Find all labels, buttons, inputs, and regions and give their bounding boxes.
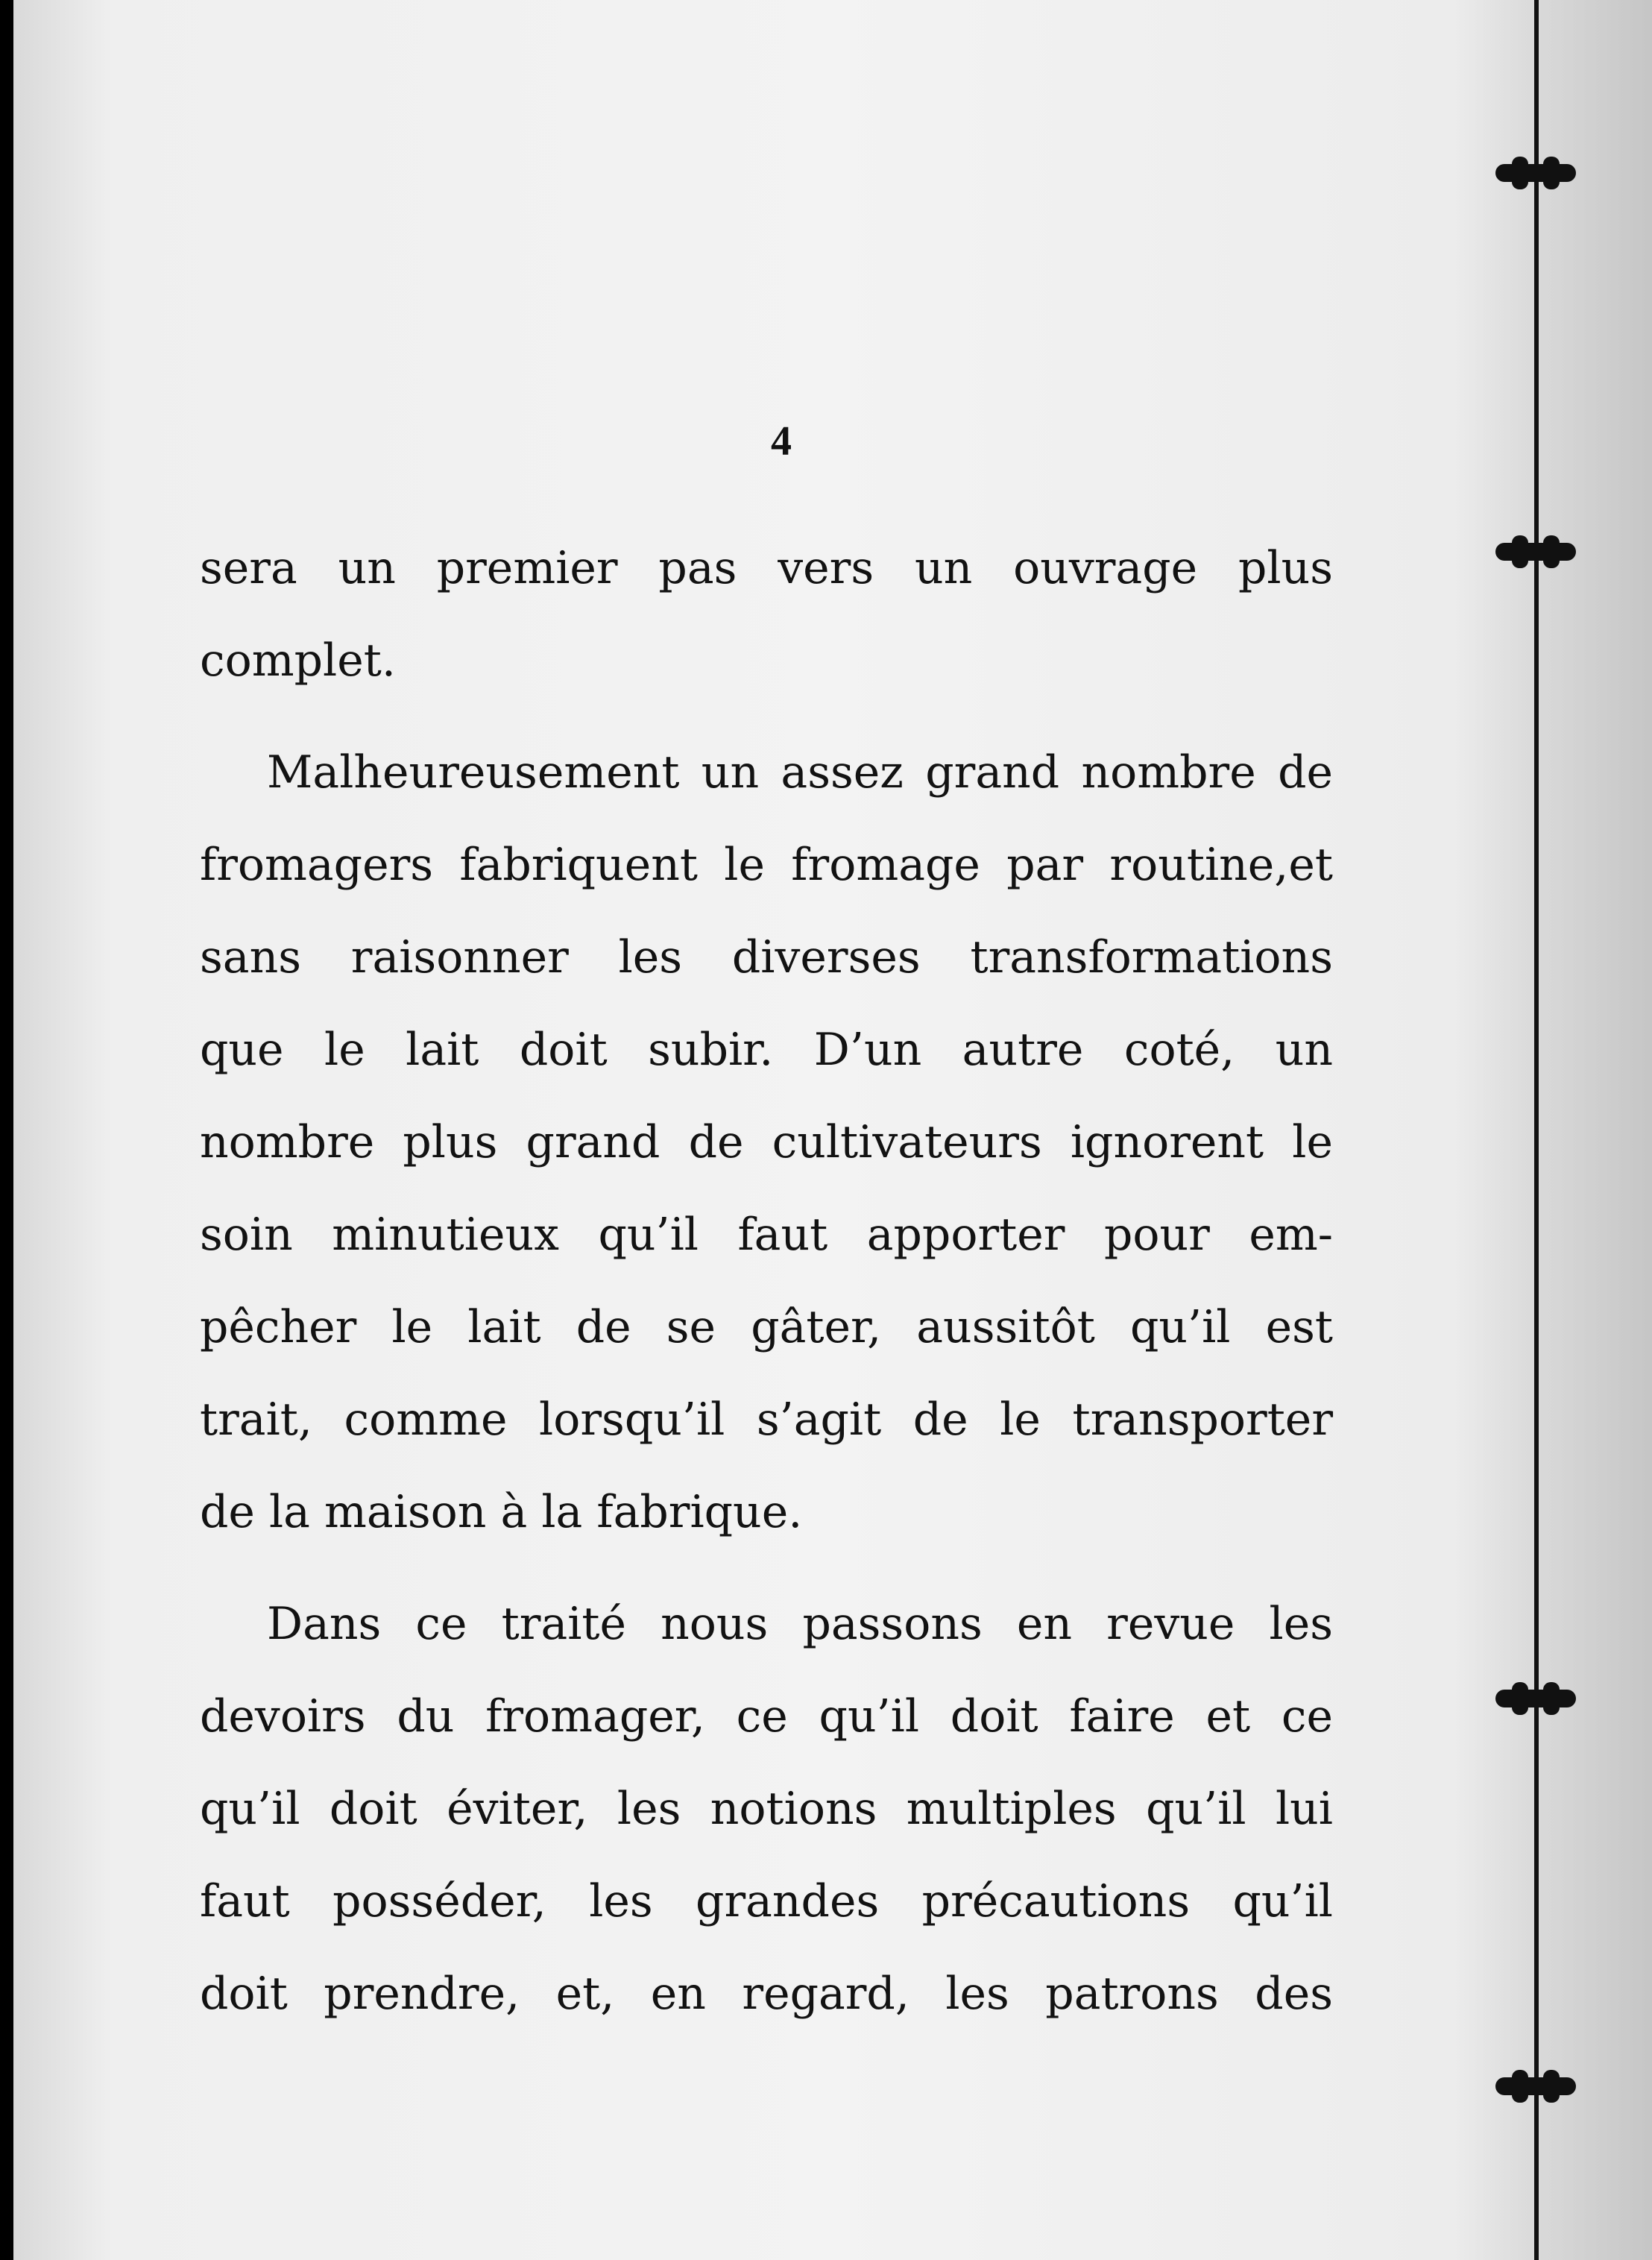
binding-stitch [1495, 164, 1576, 182]
binding-thread [1534, 0, 1539, 2260]
text-line: nombre plus grand de cultivateurs ignorent le [200, 1116, 1333, 1168]
page-number: 4 [771, 418, 792, 465]
text-line: Dans ce traité nous passons en revue les [267, 1598, 1333, 1650]
page-edge-shadow [1452, 0, 1652, 2260]
text-line: de la maison à la fabrique. [200, 1486, 803, 1538]
text-line: soin minutieux qu’il faut apporter pour em- [200, 1209, 1333, 1261]
binding-stitch [1495, 543, 1576, 561]
paragraph-1 [200, 522, 1333, 707]
text-line: devoirs du fromager, ce qu’il doit faire et ce [200, 1690, 1333, 1743]
text-line: que le lait doit subir. D’un autre coté, un [200, 1024, 1333, 1076]
body-text [200, 522, 1333, 2040]
text-line: pêcher le lait de se gâter, aussitôt qu’il est [200, 1301, 1333, 1353]
paragraph-3 [200, 1578, 1333, 2040]
text-line: doit prendre, et, en regard, les patrons des [200, 1968, 1333, 2020]
text-line: faut posséder, les grandes précautions qu’il [200, 1875, 1333, 1927]
text-line: sans raisonner les diverses transformations [200, 931, 1333, 983]
text-line: Malheureusement un assez grand nombre de [267, 746, 1333, 799]
text-line: trait, comme lorsqu’il s’agit de le transporter [200, 1394, 1333, 1446]
paragraph-2 [200, 726, 1333, 1558]
text-line: sera un premier pas vers un ouvrage plus [200, 542, 1333, 594]
text-line: qu’il doit éviter, les notions multiples qu’il lui [200, 1783, 1333, 1835]
text-line: fromagers fabriquent le fromage par routine,et [200, 839, 1333, 891]
scanned-page [13, 0, 1652, 2260]
binding-stitch [1495, 2077, 1576, 2095]
binding-stitch [1495, 1690, 1576, 1707]
text-line: complet. [200, 635, 396, 687]
